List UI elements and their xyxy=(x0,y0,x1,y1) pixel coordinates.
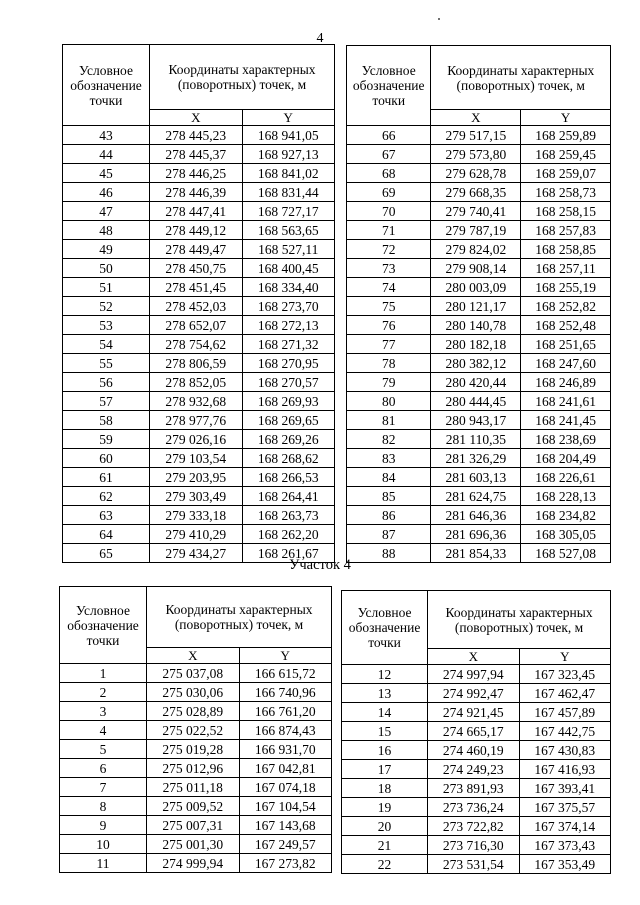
x-coordinate-cell: 280 420,44 xyxy=(431,373,521,392)
point-id-cell: 66 xyxy=(347,126,431,145)
x-coordinate-cell: 279 740,41 xyxy=(431,202,521,221)
x-coordinate-cell: 275 019,28 xyxy=(147,740,239,759)
x-coordinate-cell: 275 030,06 xyxy=(147,683,239,702)
table-row xyxy=(60,721,332,740)
table-row xyxy=(63,240,335,259)
page-number: 4 xyxy=(316,31,324,46)
y-coordinate-cell: 168 258,85 xyxy=(521,240,611,259)
point-id-cell: 79 xyxy=(347,373,431,392)
y-coordinate-cell: 167 375,57 xyxy=(519,798,610,817)
y-coordinate-cell: 166 615,72 xyxy=(239,664,332,683)
y-coordinate-cell: 168 226,61 xyxy=(521,468,611,487)
point-id-cell: 64 xyxy=(63,525,150,544)
x-coordinate-cell: 278 447,41 xyxy=(150,202,242,221)
table-row xyxy=(347,164,611,183)
table-row xyxy=(342,855,611,874)
y-coordinate-cell: 167 416,93 xyxy=(519,760,610,779)
table-row xyxy=(347,449,611,468)
y-coordinate-cell: 167 273,82 xyxy=(239,854,332,873)
point-id-cell: 46 xyxy=(63,183,150,202)
x-coordinate-cell: 280 943,17 xyxy=(431,411,521,430)
table-row xyxy=(347,240,611,259)
y-coordinate-cell: 168 246,89 xyxy=(521,373,611,392)
table-row xyxy=(63,411,335,430)
table-row xyxy=(342,665,611,684)
y-coordinate-cell: 168 305,05 xyxy=(521,525,611,544)
table-row xyxy=(347,506,611,525)
x-coordinate-cell: 278 451,45 xyxy=(150,278,242,297)
x-coordinate-cell: 275 037,08 xyxy=(147,664,239,683)
table-row xyxy=(63,392,335,411)
table-row xyxy=(342,684,611,703)
point-id-cell: 68 xyxy=(347,164,431,183)
y-coordinate-cell: 168 563,65 xyxy=(242,221,335,240)
table-row xyxy=(60,702,332,721)
x-coordinate-cell: 275 011,18 xyxy=(147,778,239,797)
point-id-cell: 12 xyxy=(342,665,428,684)
point-id-cell: 81 xyxy=(347,411,431,430)
x-coordinate-cell: 280 382,12 xyxy=(431,354,521,373)
y-coordinate-cell: 167 104,54 xyxy=(239,797,332,816)
point-id-cell: 65 xyxy=(63,544,150,563)
y-coordinate-cell: 168 841,02 xyxy=(242,164,335,183)
table-row xyxy=(347,145,611,164)
y-coordinate-cell: 168 257,83 xyxy=(521,221,611,240)
x-coordinate-cell: 275 001,30 xyxy=(147,835,239,854)
x-coordinate-cell: 281 326,29 xyxy=(431,449,521,468)
coordinates-table-1 xyxy=(62,44,335,563)
coordinates-table-2 xyxy=(346,45,611,563)
y-header: Y xyxy=(242,110,335,126)
x-coordinate-cell: 275 009,52 xyxy=(147,797,239,816)
x-coordinate-cell: 279 203,95 xyxy=(150,468,242,487)
y-coordinate-cell: 168 252,82 xyxy=(521,297,611,316)
table-row xyxy=(60,664,332,683)
y-coordinate-cell: 167 323,45 xyxy=(519,665,610,684)
table-row xyxy=(63,468,335,487)
y-coordinate-cell: 167 374,14 xyxy=(519,817,610,836)
x-coordinate-cell: 278 446,25 xyxy=(150,164,242,183)
y-coordinate-cell: 168 269,93 xyxy=(242,392,335,411)
x-coordinate-cell: 273 716,30 xyxy=(428,836,519,855)
x-coordinate-cell: 279 103,54 xyxy=(150,449,242,468)
x-coordinate-cell: 278 806,59 xyxy=(150,354,242,373)
x-coordinate-cell: 275 007,31 xyxy=(147,816,239,835)
table-row xyxy=(60,854,332,873)
point-id-cell: 84 xyxy=(347,468,431,487)
table-row xyxy=(347,221,611,240)
x-coordinate-cell: 273 736,24 xyxy=(428,798,519,817)
x-header: X xyxy=(428,649,519,665)
point-id-cell: 75 xyxy=(347,297,431,316)
point-id-cell: 22 xyxy=(342,855,428,874)
point-id-cell: 2 xyxy=(60,683,147,702)
y-coordinate-cell: 168 269,26 xyxy=(242,430,335,449)
table-row xyxy=(63,164,335,183)
x-coordinate-cell: 280 444,45 xyxy=(431,392,521,411)
table-row xyxy=(63,487,335,506)
y-coordinate-cell: 168 400,45 xyxy=(242,259,335,278)
x-coordinate-cell: 279 333,18 xyxy=(150,506,242,525)
y-coordinate-cell: 168 270,95 xyxy=(242,354,335,373)
table-row xyxy=(63,335,335,354)
y-coordinate-cell: 168 234,82 xyxy=(521,506,611,525)
y-coordinate-cell: 167 442,75 xyxy=(519,722,610,741)
x-coordinate-cell: 274 249,23 xyxy=(428,760,519,779)
table-row xyxy=(63,297,335,316)
x-coordinate-cell: 278 445,37 xyxy=(150,145,242,164)
table-row xyxy=(342,779,611,798)
y-coordinate-cell: 168 241,61 xyxy=(521,392,611,411)
point-id-cell: 21 xyxy=(342,836,428,855)
x-coordinate-cell: 280 182,18 xyxy=(431,335,521,354)
point-id-cell: 76 xyxy=(347,316,431,335)
table-row xyxy=(60,759,332,778)
point-id-cell: 51 xyxy=(63,278,150,297)
point-id-cell: 6 xyxy=(60,759,147,778)
y-coordinate-cell: 168 261,67 xyxy=(242,544,335,563)
table-row xyxy=(342,836,611,855)
point-id-cell: 1 xyxy=(60,664,147,683)
table-row xyxy=(347,411,611,430)
table-row xyxy=(63,183,335,202)
point-id-cell: 52 xyxy=(63,297,150,316)
y-coordinate-cell: 168 272,13 xyxy=(242,316,335,335)
point-id-cell: 83 xyxy=(347,449,431,468)
point-id-cell: 11 xyxy=(60,854,147,873)
y-coordinate-cell: 168 259,89 xyxy=(521,126,611,145)
point-header: Условное обозначение точки xyxy=(63,45,150,126)
point-header: Условное обозначение точки xyxy=(347,46,431,126)
table-row xyxy=(63,449,335,468)
point-id-cell: 14 xyxy=(342,703,428,722)
y-header: Y xyxy=(519,649,610,665)
y-coordinate-cell: 168 257,11 xyxy=(521,259,611,278)
x-header: X xyxy=(147,648,239,664)
point-id-cell: 8 xyxy=(60,797,147,816)
y-coordinate-cell: 168 204,49 xyxy=(521,449,611,468)
x-coordinate-cell: 281 854,33 xyxy=(431,544,521,563)
x-coordinate-cell: 274 999,94 xyxy=(147,854,239,873)
point-header: Условное обозначение точки xyxy=(60,587,147,664)
table-row xyxy=(63,430,335,449)
x-coordinate-cell: 278 450,75 xyxy=(150,259,242,278)
table-row xyxy=(63,145,335,164)
x-coordinate-cell: 275 022,52 xyxy=(147,721,239,740)
point-id-cell: 45 xyxy=(63,164,150,183)
point-id-cell: 87 xyxy=(347,525,431,544)
point-id-cell: 61 xyxy=(63,468,150,487)
y-coordinate-cell: 168 727,17 xyxy=(242,202,335,221)
x-coordinate-cell: 279 434,27 xyxy=(150,544,242,563)
point-id-cell: 49 xyxy=(63,240,150,259)
x-coordinate-cell: 273 722,82 xyxy=(428,817,519,836)
x-coordinate-cell: 279 573,80 xyxy=(431,145,521,164)
y-coordinate-cell: 167 373,43 xyxy=(519,836,610,855)
y-coordinate-cell: 167 249,57 xyxy=(239,835,332,854)
x-coordinate-cell: 278 932,68 xyxy=(150,392,242,411)
y-coordinate-cell: 168 262,20 xyxy=(242,525,335,544)
point-id-cell: 86 xyxy=(347,506,431,525)
point-id-cell: 57 xyxy=(63,392,150,411)
table-row xyxy=(63,373,335,392)
table-row xyxy=(347,392,611,411)
table-row xyxy=(347,316,611,335)
table-row xyxy=(63,525,335,544)
x-coordinate-cell: 281 603,13 xyxy=(431,468,521,487)
scan-speck xyxy=(438,18,440,20)
point-id-cell: 19 xyxy=(342,798,428,817)
point-id-cell: 71 xyxy=(347,221,431,240)
x-coordinate-cell: 280 140,78 xyxy=(431,316,521,335)
table-row xyxy=(342,741,611,760)
point-id-cell: 63 xyxy=(63,506,150,525)
y-coordinate-cell: 168 259,45 xyxy=(521,145,611,164)
y-coordinate-cell: 167 393,41 xyxy=(519,779,610,798)
y-coordinate-cell: 166 874,43 xyxy=(239,721,332,740)
x-coordinate-cell: 274 921,45 xyxy=(428,703,519,722)
x-coordinate-cell: 274 997,94 xyxy=(428,665,519,684)
point-id-cell: 58 xyxy=(63,411,150,430)
y-coordinate-cell: 166 740,96 xyxy=(239,683,332,702)
table-row xyxy=(63,354,335,373)
x-coordinate-cell: 278 852,05 xyxy=(150,373,242,392)
point-id-cell: 3 xyxy=(60,702,147,721)
y-coordinate-cell: 167 143,68 xyxy=(239,816,332,835)
point-id-cell: 10 xyxy=(60,835,147,854)
coordinates-table-3 xyxy=(59,586,332,873)
y-coordinate-cell: 168 251,65 xyxy=(521,335,611,354)
y-coordinate-cell: 168 268,62 xyxy=(242,449,335,468)
point-id-cell: 56 xyxy=(63,373,150,392)
table-row xyxy=(347,335,611,354)
y-coordinate-cell: 167 457,89 xyxy=(519,703,610,722)
x-coordinate-cell: 273 891,93 xyxy=(428,779,519,798)
x-coordinate-cell: 275 028,89 xyxy=(147,702,239,721)
point-id-cell: 13 xyxy=(342,684,428,703)
point-id-cell: 18 xyxy=(342,779,428,798)
table-row xyxy=(60,778,332,797)
point-id-cell: 80 xyxy=(347,392,431,411)
point-id-cell: 20 xyxy=(342,817,428,836)
x-coordinate-cell: 278 446,39 xyxy=(150,183,242,202)
point-id-cell: 43 xyxy=(63,126,150,145)
x-coordinate-cell: 281 624,75 xyxy=(431,487,521,506)
point-id-cell: 59 xyxy=(63,430,150,449)
y-coordinate-cell: 168 264,41 xyxy=(242,487,335,506)
point-id-cell: 9 xyxy=(60,816,147,835)
point-id-cell: 78 xyxy=(347,354,431,373)
point-id-cell: 55 xyxy=(63,354,150,373)
x-coordinate-cell: 278 754,62 xyxy=(150,335,242,354)
table-row xyxy=(60,683,332,702)
y-coordinate-cell: 168 527,11 xyxy=(242,240,335,259)
x-coordinate-cell: 279 303,49 xyxy=(150,487,242,506)
table-row xyxy=(63,221,335,240)
point-id-cell: 44 xyxy=(63,145,150,164)
point-id-cell: 67 xyxy=(347,145,431,164)
y-coordinate-cell: 166 931,70 xyxy=(239,740,332,759)
x-coordinate-cell: 278 445,23 xyxy=(150,126,242,145)
table-row xyxy=(63,316,335,335)
point-id-cell: 7 xyxy=(60,778,147,797)
table-row xyxy=(63,259,335,278)
point-id-cell: 72 xyxy=(347,240,431,259)
y-coordinate-cell: 168 269,65 xyxy=(242,411,335,430)
point-id-cell: 48 xyxy=(63,221,150,240)
y-coordinate-cell: 168 255,19 xyxy=(521,278,611,297)
coords-header: Координаты характерных (поворотных) точек, м xyxy=(147,587,332,648)
x-coordinate-cell: 279 517,15 xyxy=(431,126,521,145)
y-coordinate-cell: 168 273,70 xyxy=(242,297,335,316)
x-header: X xyxy=(431,110,521,126)
x-coordinate-cell: 279 787,19 xyxy=(431,221,521,240)
x-coordinate-cell: 275 012,96 xyxy=(147,759,239,778)
y-coordinate-cell: 167 042,81 xyxy=(239,759,332,778)
coords-header: Координаты характерных (поворотных) точек, м xyxy=(431,46,611,110)
x-coordinate-cell: 280 003,09 xyxy=(431,278,521,297)
table-row xyxy=(347,183,611,202)
table-row xyxy=(342,722,611,741)
x-coordinate-cell: 278 652,07 xyxy=(150,316,242,335)
y-coordinate-cell: 168 263,73 xyxy=(242,506,335,525)
x-coordinate-cell: 281 696,36 xyxy=(431,525,521,544)
x-coordinate-cell: 278 977,76 xyxy=(150,411,242,430)
y-coordinate-cell: 168 271,32 xyxy=(242,335,335,354)
y-coordinate-cell: 168 258,73 xyxy=(521,183,611,202)
table-row xyxy=(60,797,332,816)
point-id-cell: 85 xyxy=(347,487,431,506)
table-row xyxy=(342,798,611,817)
table-row xyxy=(347,430,611,449)
y-coordinate-cell: 166 761,20 xyxy=(239,702,332,721)
point-id-cell: 4 xyxy=(60,721,147,740)
table-row xyxy=(60,816,332,835)
table-row xyxy=(342,703,611,722)
y-coordinate-cell: 168 228,13 xyxy=(521,487,611,506)
table-row xyxy=(347,202,611,221)
point-id-cell: 5 xyxy=(60,740,147,759)
coords-header: Координаты характерных (поворотных) точек, м xyxy=(428,591,611,649)
x-coordinate-cell: 274 460,19 xyxy=(428,741,519,760)
y-coordinate-cell: 168 266,53 xyxy=(242,468,335,487)
x-coordinate-cell: 281 110,35 xyxy=(431,430,521,449)
x-coordinate-cell: 278 452,03 xyxy=(150,297,242,316)
point-id-cell: 62 xyxy=(63,487,150,506)
y-coordinate-cell: 168 831,44 xyxy=(242,183,335,202)
y-coordinate-cell: 167 462,47 xyxy=(519,684,610,703)
table-row xyxy=(342,817,611,836)
y-coordinate-cell: 167 074,18 xyxy=(239,778,332,797)
point-id-cell: 60 xyxy=(63,449,150,468)
y-coordinate-cell: 167 353,49 xyxy=(519,855,610,874)
point-id-cell: 16 xyxy=(342,741,428,760)
point-id-cell: 50 xyxy=(63,259,150,278)
y-coordinate-cell: 168 247,60 xyxy=(521,354,611,373)
y-header: Y xyxy=(239,648,332,664)
x-coordinate-cell: 278 449,47 xyxy=(150,240,242,259)
table-row xyxy=(347,354,611,373)
point-id-cell: 15 xyxy=(342,722,428,741)
table-row xyxy=(347,297,611,316)
point-id-cell: 74 xyxy=(347,278,431,297)
point-id-cell: 73 xyxy=(347,259,431,278)
table-row xyxy=(342,760,611,779)
table-row xyxy=(347,525,611,544)
x-coordinate-cell: 278 449,12 xyxy=(150,221,242,240)
y-coordinate-cell: 168 252,48 xyxy=(521,316,611,335)
x-coordinate-cell: 273 531,54 xyxy=(428,855,519,874)
y-coordinate-cell: 167 430,83 xyxy=(519,741,610,760)
table-row xyxy=(63,202,335,221)
point-id-cell: 77 xyxy=(347,335,431,354)
table-row xyxy=(347,468,611,487)
point-id-cell: 53 xyxy=(63,316,150,335)
x-coordinate-cell: 274 992,47 xyxy=(428,684,519,703)
x-coordinate-cell: 280 121,17 xyxy=(431,297,521,316)
point-id-cell: 69 xyxy=(347,183,431,202)
table-row xyxy=(347,373,611,392)
y-coordinate-cell: 168 927,13 xyxy=(242,145,335,164)
coords-header: Координаты характерных (поворотных) точек, м xyxy=(150,45,335,110)
x-header: X xyxy=(150,110,242,126)
table-row xyxy=(63,506,335,525)
x-coordinate-cell: 279 026,16 xyxy=(150,430,242,449)
y-coordinate-cell: 168 259,07 xyxy=(521,164,611,183)
y-coordinate-cell: 168 527,08 xyxy=(521,544,611,563)
point-id-cell: 70 xyxy=(347,202,431,221)
x-coordinate-cell: 279 410,29 xyxy=(150,525,242,544)
point-id-cell: 88 xyxy=(347,544,431,563)
y-header: Y xyxy=(521,110,611,126)
x-coordinate-cell: 281 646,36 xyxy=(431,506,521,525)
table-row xyxy=(347,487,611,506)
point-id-cell: 47 xyxy=(63,202,150,221)
point-header: Условное обозначение точки xyxy=(342,591,428,665)
table-row xyxy=(347,126,611,145)
y-coordinate-cell: 168 241,45 xyxy=(521,411,611,430)
y-coordinate-cell: 168 941,05 xyxy=(242,126,335,145)
y-coordinate-cell: 168 238,69 xyxy=(521,430,611,449)
y-coordinate-cell: 168 334,40 xyxy=(242,278,335,297)
table-row xyxy=(63,278,335,297)
y-coordinate-cell: 168 258,15 xyxy=(521,202,611,221)
x-coordinate-cell: 279 668,35 xyxy=(431,183,521,202)
table-row xyxy=(347,278,611,297)
point-id-cell: 82 xyxy=(347,430,431,449)
point-id-cell: 54 xyxy=(63,335,150,354)
x-coordinate-cell: 279 824,02 xyxy=(431,240,521,259)
section-title: Участок 4 xyxy=(289,557,351,573)
x-coordinate-cell: 279 628,78 xyxy=(431,164,521,183)
y-coordinate-cell: 168 270,57 xyxy=(242,373,335,392)
table-row xyxy=(63,126,335,145)
x-coordinate-cell: 274 665,17 xyxy=(428,722,519,741)
coordinates-table-4 xyxy=(341,590,611,874)
point-id-cell: 17 xyxy=(342,760,428,779)
x-coordinate-cell: 279 908,14 xyxy=(431,259,521,278)
table-row xyxy=(347,259,611,278)
table-row xyxy=(60,740,332,759)
table-row xyxy=(60,835,332,854)
